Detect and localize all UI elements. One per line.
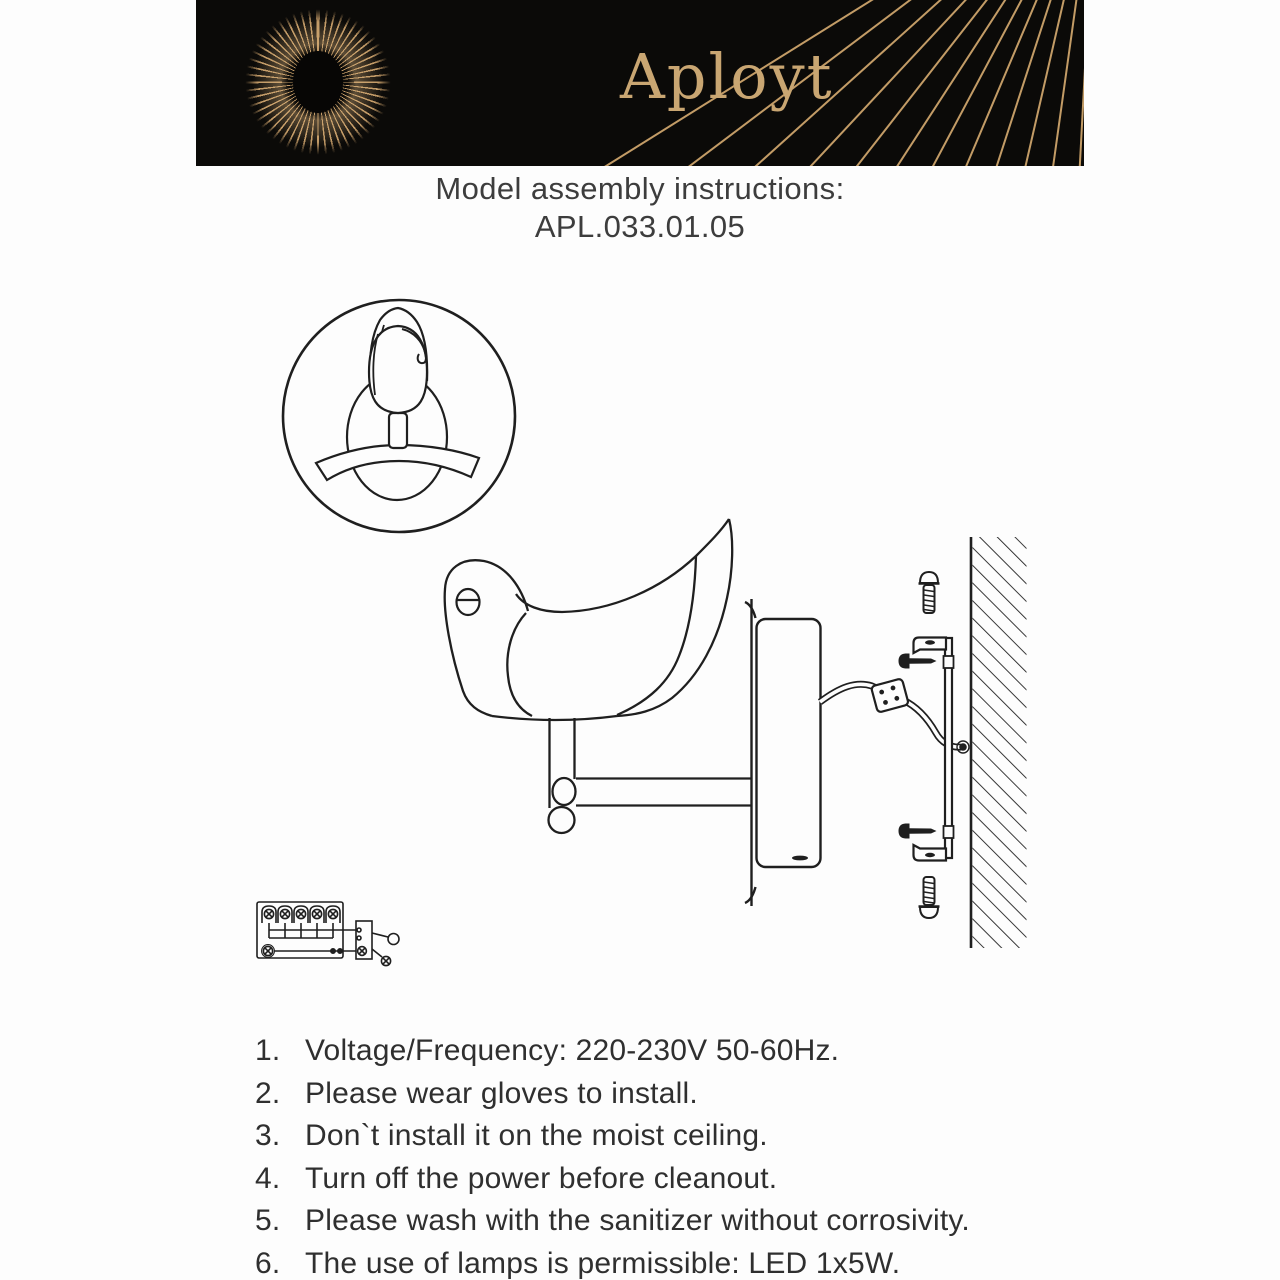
instruction-item [255, 1243, 1115, 1280]
instruction-item [255, 1158, 1115, 1201]
instruction-item [255, 1030, 1115, 1073]
instruction-number: 4. [255, 1161, 281, 1195]
instruction-number: 2. [255, 1076, 281, 1110]
instruction-text: Turn off the power before cleanout. [305, 1161, 778, 1195]
terminal-connector [871, 678, 909, 712]
page-title: Model assembly instructions: [435, 171, 845, 206]
instruction-number: 1. [255, 1034, 281, 1067]
instruction-text: Voltage/Frequency: 220-230V 50-60Hz. [305, 1034, 840, 1067]
instruction-number: 5. [255, 1204, 281, 1238]
head-screw-icon [457, 589, 480, 615]
instruction-item [255, 1200, 1115, 1243]
mounting-bracket [914, 638, 954, 861]
terminal-clamps [262, 906, 340, 923]
model-number: APL.033.01.05 [534, 209, 746, 244]
brand-name: Aployt [620, 40, 834, 113]
instruction-text: Please wear gloves to install. [305, 1076, 698, 1110]
screw-icon-horizontal-top [899, 654, 937, 669]
instruction-text: Don`t install it on the moist ceiling. [305, 1119, 768, 1153]
instruction-list [255, 1030, 1115, 1280]
instruction-text: The use of lamps is permissible: LED 1x5W. [305, 1246, 901, 1280]
screw-icon-bottom [919, 877, 940, 918]
instruction-number: 6. [255, 1246, 281, 1280]
wall-section [971, 537, 1027, 948]
instruction-item [255, 1115, 1115, 1158]
instruction-text: Please wash with the sanitizer without corrosivity. [305, 1204, 970, 1238]
wall-plate [745, 599, 821, 906]
instruction-number: 3. [255, 1119, 281, 1153]
screw-icon-top [919, 572, 940, 613]
screw-icon-horizontal-bottom [899, 824, 937, 839]
instruction-item [255, 1073, 1115, 1116]
mounting-post [549, 718, 752, 833]
bird-lamp-side-view [445, 519, 733, 720]
wiring-diagram [257, 902, 399, 966]
detail-circle-view [283, 300, 515, 532]
